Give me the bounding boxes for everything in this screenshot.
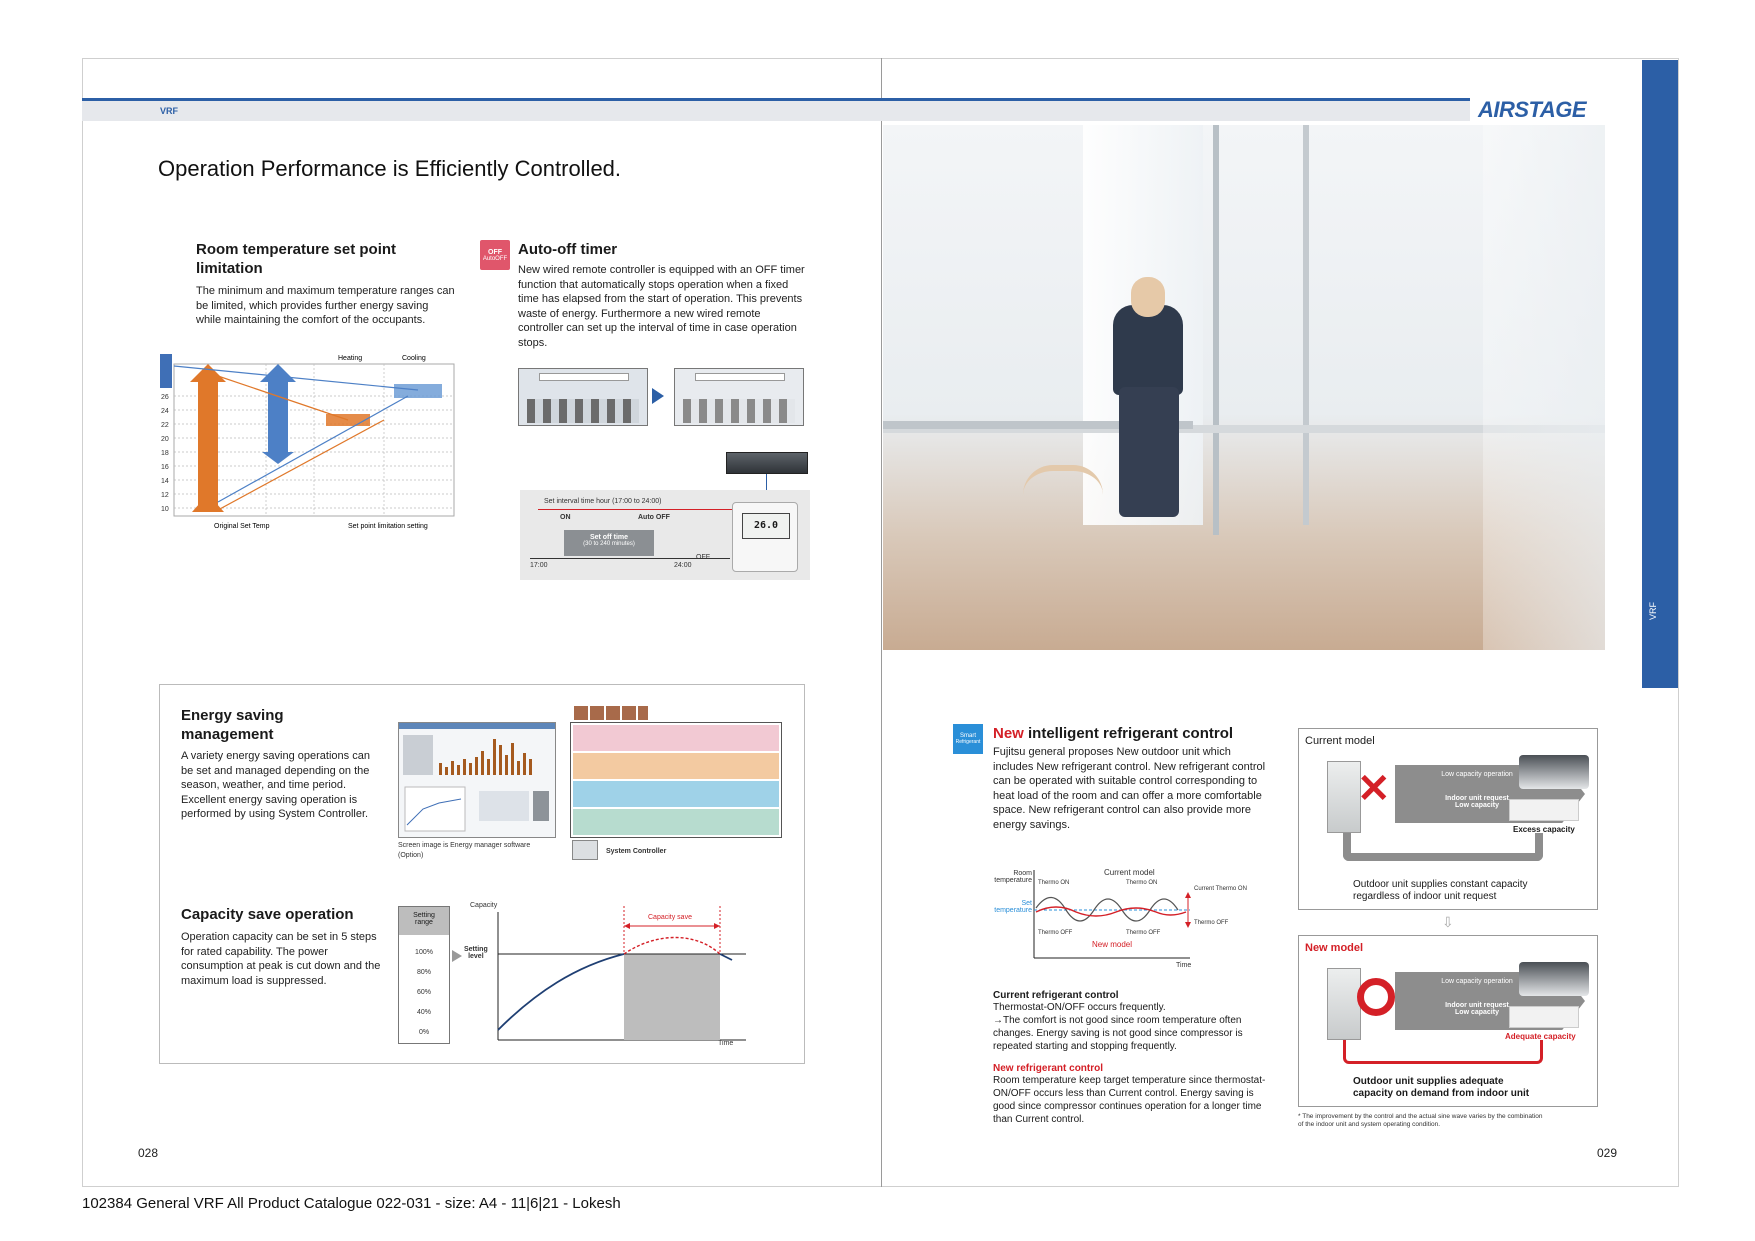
current-thermo-on: Current Thermo ON	[1194, 886, 1247, 892]
y-axis-ticks	[161, 394, 169, 513]
red-circle-icon	[1357, 978, 1395, 1016]
cooling-limited-band	[394, 384, 442, 398]
screen-caption-2: (Option)	[398, 852, 424, 859]
auto-off-icon: OFF AutoOFF	[480, 240, 510, 270]
wall-unit	[1509, 1006, 1579, 1028]
capacity-save-label: Capacity save	[648, 914, 692, 921]
auto-off-section	[518, 240, 808, 350]
print-slug: 102384 General VRF All Product Catalogue 022-031 - size: A4 - 11|6|21 - Lokesh	[82, 1195, 621, 1212]
level-list	[399, 943, 449, 1043]
outdoor-unit	[1327, 968, 1361, 1040]
capacity-section	[181, 905, 381, 988]
floor-3	[573, 753, 779, 779]
thermo-off-3: Thermo OFF	[1194, 920, 1229, 926]
header-band	[82, 99, 1470, 121]
floor-1	[573, 809, 779, 835]
setting-range-2: range	[415, 919, 433, 926]
room-temp-heading-1: Room temperature set point	[196, 241, 397, 258]
y-tick: 14	[161, 478, 169, 485]
capacity-save-area	[624, 954, 720, 1040]
energy-section	[181, 706, 381, 822]
capacity-heading: Capacity save operation	[181, 906, 354, 923]
current-model-title: Current model	[1305, 735, 1375, 747]
refrigerant-notes	[993, 990, 1273, 1126]
remote-display: 26.0	[742, 513, 790, 539]
thermo-graph	[980, 866, 1280, 974]
off-label: OFF	[696, 554, 710, 561]
y-tick: 20	[161, 436, 169, 443]
scene-arrow	[652, 388, 664, 404]
floor-2	[573, 781, 779, 807]
rooftop-units	[574, 706, 648, 720]
header-rule	[82, 98, 1470, 101]
indoor-request-2: Low capacity	[1455, 802, 1499, 809]
axis-time: Time	[718, 1040, 734, 1047]
y-tick: 16	[161, 464, 169, 471]
remote-controller	[732, 502, 798, 572]
auto-off-heading: Auto-off timer	[518, 241, 618, 258]
page-number-left: 028	[138, 1146, 159, 1160]
thermo-on-2: Thermo ON	[1126, 880, 1158, 886]
y-tick: 24	[161, 408, 169, 415]
airstage-logo: AIRSTAGE	[1478, 97, 1587, 122]
peak-curve	[624, 938, 720, 955]
cassette-unit	[1519, 962, 1589, 996]
current-control-line2: →The comfort is not good since room temperature often changes. Energy saving is not good since compressor is repeated starting and stopping frequently.	[993, 1015, 1243, 1052]
indoor-request-1: Indoor unit request	[1445, 795, 1509, 802]
low-capacity-text: Low capacity operation	[1441, 978, 1513, 985]
office-scene-off	[674, 368, 804, 426]
section-tag: VRF	[160, 106, 178, 116]
y-tick: 18	[161, 450, 169, 457]
timer-diagram	[520, 490, 810, 580]
outdoor-unit	[1327, 761, 1361, 833]
new-model-box	[1298, 935, 1598, 1107]
wall-unit	[1509, 799, 1579, 821]
auto-off-body: New wired remote controller is equipped with an OFF timer function that automatically stops operation when a fixed time has elapsed from the start of operation. This prevents waste of energy. Furthermore a new wired remote controller can set up the interval of time in case operation stops.	[518, 264, 805, 349]
current-caption: Outdoor unit supplies constant capacity regardless of indoor unit request	[1353, 879, 1528, 902]
current-control-heading: Current refrigerant control	[993, 990, 1119, 1001]
footnote: * The improvement by the control and the actual sine wave varies by the combination of the indoor unit and system operating condition.	[1298, 1113, 1543, 1128]
interval-label: Set interval time hour (17:00 to 24:00)	[544, 498, 662, 505]
return-arrow	[1343, 833, 1543, 861]
new-model-label: New model	[1092, 940, 1133, 949]
indoor-request-1: Indoor unit request	[1445, 1002, 1509, 1009]
thermo-on-1: Thermo ON	[1038, 880, 1070, 886]
usage-bars	[439, 739, 532, 775]
y-tick: 12	[161, 492, 169, 499]
new-control-heading: New refrigerant control	[993, 1063, 1104, 1074]
energy-heading-1: Energy saving	[181, 707, 284, 724]
adequate-capacity: Adequate capacity	[1505, 1032, 1576, 1041]
energy-body-1: A variety energy saving operations can be set and managed depending on the season, weather, and time period.	[181, 750, 370, 791]
down-arrow-icon: ⇩	[1442, 914, 1454, 930]
page-title: Operation Performance is Efficiently Controlled.	[158, 156, 622, 181]
x-label-original: Original Set Temp	[214, 523, 270, 530]
page-spine	[881, 58, 882, 1187]
excess-capacity: Excess capacity	[1513, 825, 1575, 834]
energy-software-screen	[398, 722, 556, 838]
room-temp-body: The minimum and maximum temperature ranges can be limited, which provides further energy saving while maintaining the comfort of the occupants.	[196, 285, 455, 326]
axis-capacity: Capacity	[470, 902, 498, 909]
system-controller-label: System Controller	[606, 848, 667, 855]
room-temp-heading-2: limitation	[196, 260, 263, 277]
level-item: 40%	[416, 1009, 431, 1016]
red-x-icon: ✕	[1357, 767, 1391, 811]
capacity-curve-svg	[456, 902, 756, 1050]
indoor-request-2: Low capacity	[1455, 1009, 1499, 1016]
level-item: 0%	[418, 1029, 430, 1036]
energy-heading-2: management	[181, 726, 274, 743]
new-model-title: New model	[1305, 942, 1364, 954]
thermo-off-1: Thermo OFF	[1038, 930, 1073, 936]
x-label-limited: Set point limitation setting	[348, 523, 428, 530]
current-model-wave	[1036, 897, 1178, 921]
office-scene-on	[518, 368, 648, 426]
graph-time-label: Time	[1176, 962, 1192, 969]
floor-4	[573, 725, 779, 751]
smart-refrigerant-icon: Smart Refrigerant	[953, 724, 983, 754]
capacity-body: Operation capacity can be set in 5 steps for rated capability. The power consumption at peak is cut down and the maximum load is suppressed.	[181, 931, 381, 987]
thermo-off-2: Thermo OFF	[1126, 930, 1161, 936]
refrigerant-body: Fujitsu general proposes New outdoor unit which includes New refrigerant control. New refrigerant control can be operated with suitable control corresponding to heat load of the room and can offer a more comfortable space. New refrigerant control can also provide more energy savings.	[993, 746, 1266, 831]
setting-range-1: Setting	[413, 912, 435, 919]
room-temp-section	[196, 240, 456, 328]
chair	[1023, 465, 1103, 515]
legend-heating: Heating	[338, 355, 363, 362]
time-end: 24:00	[674, 562, 692, 569]
setting-level-label: Setting level	[464, 946, 488, 960]
level-item: 100%	[415, 949, 433, 956]
setting-range-box	[398, 906, 450, 1044]
y-tick: 22	[161, 422, 169, 429]
cassette-unit	[1519, 755, 1589, 789]
low-capacity-text: Low capacity operation	[1441, 771, 1513, 778]
refrigerant-heading: New intelligent refrigerant control	[993, 725, 1234, 742]
building-illustration	[570, 722, 782, 838]
set-temp-label: Set temperature	[994, 900, 1032, 914]
side-tab	[1642, 60, 1678, 688]
return-arrow	[1343, 1040, 1543, 1064]
current-model-box	[1298, 728, 1598, 910]
new-control-body: Room temperature keep target temperature since thermostat-ON/OFF occurs less than Current control. Energy saving is good since compressor continues operation for a longer time than Current control.	[993, 1075, 1266, 1125]
set-off-time-block: Set off time (30 to 240 minutes)	[564, 530, 654, 556]
office-photo	[883, 125, 1605, 650]
y-tick: 26	[161, 394, 169, 401]
refrigerant-section	[993, 724, 1269, 832]
autooff-label: Auto OFF	[638, 514, 670, 521]
energy-body-2: Excellent energy saving operation is performed by using System Controller.	[181, 793, 369, 820]
room-temp-chart	[158, 352, 458, 534]
system-controller-icon	[572, 840, 598, 860]
capacity-diagram	[396, 902, 756, 1052]
level-item: 80%	[416, 969, 431, 976]
on-label: ON	[560, 514, 571, 521]
thermometer-icon	[160, 354, 172, 388]
current-control-line1: Thermostat-ON/OFF occurs frequently.	[993, 1002, 1166, 1013]
room-temp-label: Room temperature	[994, 870, 1032, 884]
new-model-wave	[1036, 907, 1186, 916]
side-tab-label: VRF	[1648, 602, 1658, 620]
ducted-indoor-unit	[726, 452, 808, 474]
y-tick: 10	[161, 506, 169, 513]
page-number-right: 029	[1597, 1146, 1618, 1160]
level-item: 60%	[416, 989, 431, 996]
screen-caption-1: Screen image is Energy manager software	[398, 842, 531, 849]
capacity-curve	[498, 954, 624, 1030]
new-caption: Outdoor unit supplies adequate capacity on demand from indoor unit	[1353, 1076, 1530, 1099]
woman-figure	[1113, 305, 1183, 395]
current-model-label: Current model	[1104, 868, 1155, 877]
room-temp-chart-svg	[158, 352, 458, 534]
legend-cooling: Cooling	[402, 355, 426, 362]
time-start: 17:00	[530, 562, 548, 569]
